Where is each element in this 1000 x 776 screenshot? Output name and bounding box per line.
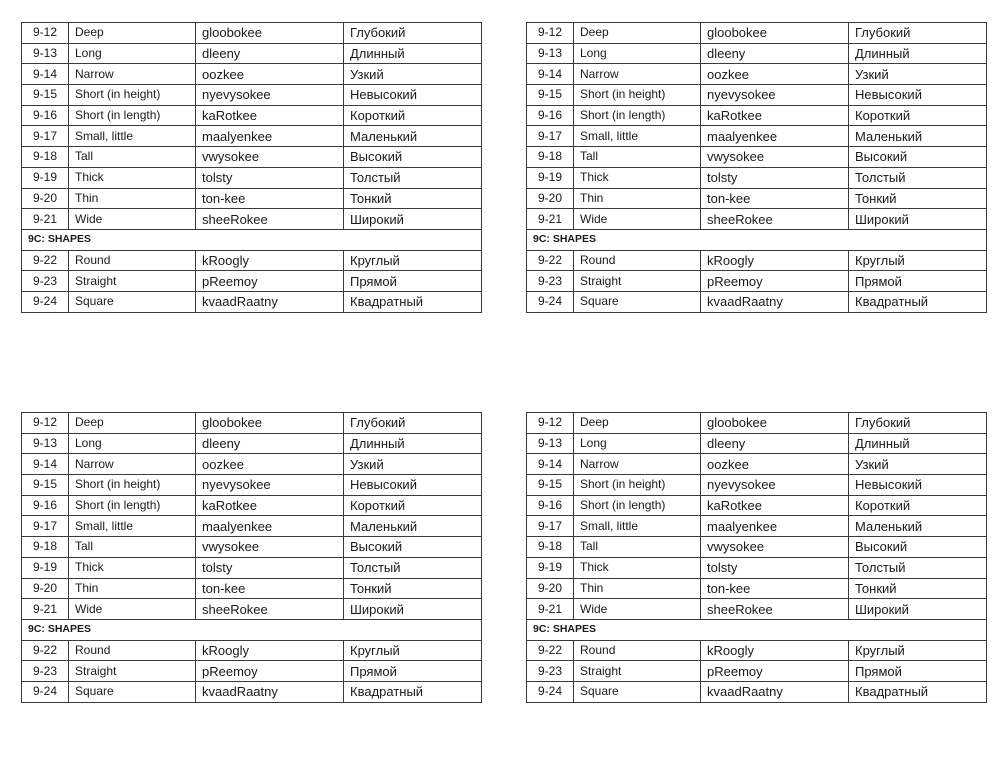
transliteration: ton-kee	[196, 188, 344, 209]
english-word: Thick	[69, 167, 196, 188]
entry-number: 9-12	[527, 23, 574, 44]
transliteration: vwysokee	[701, 147, 849, 168]
english-word: Long	[574, 433, 701, 454]
entry-number: 9-17	[527, 516, 574, 537]
transliteration: gloobokee	[701, 23, 849, 44]
table-row	[527, 454, 987, 475]
section-title: 9C: SHAPES	[527, 229, 987, 250]
table-row	[527, 85, 987, 106]
russian-word: Толстый	[849, 557, 987, 578]
entry-number: 9-23	[527, 661, 574, 682]
entry-number: 9-21	[527, 599, 574, 620]
russian-word: Тонкий	[849, 578, 987, 599]
english-word: Square	[574, 681, 701, 702]
entry-number: 9-22	[22, 250, 69, 271]
english-word: Straight	[69, 271, 196, 292]
english-word: Thick	[574, 167, 701, 188]
table-row	[527, 640, 987, 661]
table-row	[527, 433, 987, 454]
english-word: Round	[574, 640, 701, 661]
table-row	[22, 557, 482, 578]
english-word: Round	[69, 640, 196, 661]
transliteration: gloobokee	[196, 413, 344, 434]
english-word: Thin	[574, 188, 701, 209]
entry-number: 9-18	[527, 537, 574, 558]
entry-number: 9-21	[22, 209, 69, 230]
russian-word: Толстый	[849, 167, 987, 188]
table-row	[527, 23, 987, 44]
entry-number: 9-24	[527, 291, 574, 312]
table-row	[22, 43, 482, 64]
english-word: Thin	[69, 188, 196, 209]
transliteration: pReemoy	[701, 271, 849, 292]
english-word: Narrow	[574, 64, 701, 85]
transliteration: kaRotkee	[196, 495, 344, 516]
russian-word: Маленький	[344, 516, 482, 537]
vocab-table-top-right	[526, 22, 987, 313]
section-header-row	[527, 229, 987, 250]
russian-word: Короткий	[344, 495, 482, 516]
english-word: Wide	[574, 599, 701, 620]
entry-number: 9-23	[22, 661, 69, 682]
entry-number: 9-15	[527, 475, 574, 496]
table-row	[22, 188, 482, 209]
transliteration: vwysokee	[196, 147, 344, 168]
entry-number: 9-12	[22, 413, 69, 434]
transliteration: tolsty	[701, 557, 849, 578]
transliteration: sheeRokee	[701, 599, 849, 620]
transliteration: kvaadRaatny	[196, 681, 344, 702]
table-row	[527, 167, 987, 188]
transliteration: kvaadRaatny	[196, 291, 344, 312]
entry-number: 9-14	[22, 454, 69, 475]
transliteration: maalyenkee	[196, 126, 344, 147]
russian-word: Толстый	[344, 557, 482, 578]
russian-word: Толстый	[344, 167, 482, 188]
english-word: Short (in length)	[574, 105, 701, 126]
russian-word: Квадратный	[849, 681, 987, 702]
table-row	[527, 64, 987, 85]
english-word: Deep	[574, 23, 701, 44]
english-word: Tall	[69, 537, 196, 558]
russian-word: Круглый	[849, 640, 987, 661]
english-word: Short (in length)	[69, 495, 196, 516]
transliteration: dleeny	[701, 433, 849, 454]
english-word: Tall	[69, 147, 196, 168]
russian-word: Глубокий	[849, 413, 987, 434]
entry-number: 9-15	[527, 85, 574, 106]
english-word: Short (in height)	[574, 85, 701, 106]
table-row	[22, 661, 482, 682]
table-row	[22, 578, 482, 599]
transliteration: sheeRokee	[701, 209, 849, 230]
transliteration: dleeny	[196, 433, 344, 454]
transliteration: vwysokee	[196, 537, 344, 558]
transliteration: pReemoy	[701, 661, 849, 682]
russian-word: Длинный	[344, 43, 482, 64]
english-word: Straight	[574, 271, 701, 292]
section-title: 9C: SHAPES	[22, 229, 482, 250]
table-row	[527, 126, 987, 147]
russian-word: Тонкий	[344, 188, 482, 209]
russian-word: Невысокий	[849, 85, 987, 106]
transliteration: maalyenkee	[196, 516, 344, 537]
russian-word: Квадратный	[344, 681, 482, 702]
table-row	[527, 681, 987, 702]
transliteration: kvaadRaatny	[701, 291, 849, 312]
transliteration: kaRotkee	[196, 105, 344, 126]
russian-word: Высокий	[849, 537, 987, 558]
russian-word: Длинный	[849, 43, 987, 64]
entry-number: 9-23	[527, 271, 574, 292]
russian-word: Невысокий	[344, 85, 482, 106]
entry-number: 9-20	[527, 188, 574, 209]
english-word: Narrow	[69, 64, 196, 85]
transliteration: oozkee	[701, 454, 849, 475]
russian-word: Широкий	[344, 599, 482, 620]
entry-number: 9-22	[527, 250, 574, 271]
transliteration: maalyenkee	[701, 516, 849, 537]
transliteration: oozkee	[196, 64, 344, 85]
table-row	[527, 250, 987, 271]
english-word: Small, little	[69, 516, 196, 537]
table-row	[22, 85, 482, 106]
table-row	[527, 599, 987, 620]
table-row	[22, 475, 482, 496]
english-word: Thick	[574, 557, 701, 578]
entry-number: 9-12	[527, 413, 574, 434]
table-row	[22, 640, 482, 661]
transliteration: nyevysokee	[196, 475, 344, 496]
table-row	[527, 188, 987, 209]
table-row	[527, 271, 987, 292]
table-row	[22, 209, 482, 230]
russian-word: Короткий	[344, 105, 482, 126]
russian-word: Длинный	[849, 433, 987, 454]
russian-word: Прямой	[849, 661, 987, 682]
transliteration: kRoogly	[196, 250, 344, 271]
table-row	[527, 557, 987, 578]
table-row	[527, 495, 987, 516]
transliteration: kRoogly	[701, 250, 849, 271]
vocab-table-top-left	[21, 22, 482, 313]
transliteration: ton-kee	[701, 188, 849, 209]
entry-number: 9-14	[22, 64, 69, 85]
russian-word: Круглый	[849, 250, 987, 271]
entry-number: 9-17	[527, 126, 574, 147]
table-row	[22, 413, 482, 434]
transliteration: kRoogly	[701, 640, 849, 661]
russian-word: Квадратный	[344, 291, 482, 312]
russian-word: Короткий	[849, 495, 987, 516]
transliteration: ton-kee	[701, 578, 849, 599]
russian-word: Круглый	[344, 640, 482, 661]
transliteration: dleeny	[196, 43, 344, 64]
entry-number: 9-17	[22, 126, 69, 147]
table-row	[527, 147, 987, 168]
vocab-table-bottom-right	[526, 412, 987, 703]
english-word: Short (in height)	[69, 85, 196, 106]
russian-word: Прямой	[344, 661, 482, 682]
entry-number: 9-21	[527, 209, 574, 230]
russian-word: Маленький	[344, 126, 482, 147]
english-word: Straight	[574, 661, 701, 682]
transliteration: oozkee	[701, 64, 849, 85]
section-title: 9C: SHAPES	[22, 619, 482, 640]
english-word: Narrow	[574, 454, 701, 475]
transliteration: kaRotkee	[701, 105, 849, 126]
entry-number: 9-18	[22, 147, 69, 168]
table-row	[527, 661, 987, 682]
table-row	[22, 537, 482, 558]
entry-number: 9-18	[22, 537, 69, 558]
english-word: Deep	[574, 413, 701, 434]
russian-word: Высокий	[849, 147, 987, 168]
english-word: Wide	[69, 599, 196, 620]
table-row	[22, 291, 482, 312]
entry-number: 9-22	[22, 640, 69, 661]
entry-number: 9-19	[527, 557, 574, 578]
entry-number: 9-19	[22, 167, 69, 188]
table-row	[22, 250, 482, 271]
transliteration: tolsty	[701, 167, 849, 188]
russian-word: Широкий	[849, 599, 987, 620]
russian-word: Глубокий	[344, 413, 482, 434]
entry-number: 9-21	[22, 599, 69, 620]
entry-number: 9-16	[527, 105, 574, 126]
english-word: Square	[574, 291, 701, 312]
english-word: Straight	[69, 661, 196, 682]
table-row	[22, 271, 482, 292]
russian-word: Узкий	[344, 454, 482, 475]
section-header-row	[22, 229, 482, 250]
english-word: Round	[69, 250, 196, 271]
entry-number: 9-20	[22, 188, 69, 209]
english-word: Long	[69, 43, 196, 64]
table-row	[22, 105, 482, 126]
russian-word: Широкий	[344, 209, 482, 230]
transliteration: tolsty	[196, 557, 344, 578]
entry-number: 9-13	[22, 43, 69, 64]
table-row	[527, 291, 987, 312]
transliteration: nyevysokee	[701, 475, 849, 496]
table-row	[527, 209, 987, 230]
entry-number: 9-18	[527, 147, 574, 168]
transliteration: dleeny	[701, 43, 849, 64]
english-word: Tall	[574, 147, 701, 168]
table-row	[527, 516, 987, 537]
english-word: Square	[69, 291, 196, 312]
table-row	[22, 454, 482, 475]
table-row	[22, 64, 482, 85]
transliteration: oozkee	[196, 454, 344, 475]
table-row	[22, 167, 482, 188]
entry-number: 9-23	[22, 271, 69, 292]
russian-word: Глубокий	[849, 23, 987, 44]
table-row	[527, 578, 987, 599]
transliteration: gloobokee	[196, 23, 344, 44]
table-row	[527, 43, 987, 64]
table-row	[22, 495, 482, 516]
entry-number: 9-13	[527, 43, 574, 64]
russian-word: Узкий	[849, 454, 987, 475]
table-row	[22, 516, 482, 537]
english-word: Thick	[69, 557, 196, 578]
english-word: Small, little	[69, 126, 196, 147]
english-word: Thin	[69, 578, 196, 599]
entry-number: 9-24	[527, 681, 574, 702]
english-word: Short (in height)	[69, 475, 196, 496]
entry-number: 9-19	[527, 167, 574, 188]
english-word: Tall	[574, 537, 701, 558]
table-row	[22, 126, 482, 147]
table-row	[527, 105, 987, 126]
table-row	[527, 537, 987, 558]
entry-number: 9-24	[22, 291, 69, 312]
russian-word: Широкий	[849, 209, 987, 230]
russian-word: Круглый	[344, 250, 482, 271]
english-word: Square	[69, 681, 196, 702]
english-word: Round	[574, 250, 701, 271]
entry-number: 9-15	[22, 475, 69, 496]
russian-word: Узкий	[849, 64, 987, 85]
english-word: Short (in length)	[69, 105, 196, 126]
transliteration: pReemoy	[196, 661, 344, 682]
russian-word: Глубокий	[344, 23, 482, 44]
entry-number: 9-13	[22, 433, 69, 454]
english-word: Thin	[574, 578, 701, 599]
transliteration: nyevysokee	[701, 85, 849, 106]
table-row	[22, 599, 482, 620]
entry-number: 9-20	[22, 578, 69, 599]
transliteration: kvaadRaatny	[701, 681, 849, 702]
russian-word: Квадратный	[849, 291, 987, 312]
russian-word: Узкий	[344, 64, 482, 85]
entry-number: 9-16	[22, 105, 69, 126]
english-word: Small, little	[574, 126, 701, 147]
section-title: 9C: SHAPES	[527, 619, 987, 640]
entry-number: 9-12	[22, 23, 69, 44]
russian-word: Невысокий	[849, 475, 987, 496]
table-row	[527, 413, 987, 434]
table-row	[527, 475, 987, 496]
english-word: Deep	[69, 23, 196, 44]
entry-number: 9-24	[22, 681, 69, 702]
russian-word: Прямой	[344, 271, 482, 292]
transliteration: nyevysokee	[196, 85, 344, 106]
russian-word: Маленький	[849, 126, 987, 147]
vocab-table-bottom-left	[21, 412, 482, 703]
transliteration: vwysokee	[701, 537, 849, 558]
table-row	[22, 23, 482, 44]
transliteration: kRoogly	[196, 640, 344, 661]
entry-number: 9-13	[527, 433, 574, 454]
russian-word: Тонкий	[849, 188, 987, 209]
russian-word: Короткий	[849, 105, 987, 126]
table-row	[22, 433, 482, 454]
transliteration: maalyenkee	[701, 126, 849, 147]
transliteration: ton-kee	[196, 578, 344, 599]
russian-word: Невысокий	[344, 475, 482, 496]
entry-number: 9-14	[527, 454, 574, 475]
russian-word: Высокий	[344, 147, 482, 168]
russian-word: Тонкий	[344, 578, 482, 599]
english-word: Short (in length)	[574, 495, 701, 516]
entry-number: 9-20	[527, 578, 574, 599]
english-word: Long	[574, 43, 701, 64]
english-word: Deep	[69, 413, 196, 434]
entry-number: 9-16	[22, 495, 69, 516]
english-word: Wide	[574, 209, 701, 230]
entry-number: 9-19	[22, 557, 69, 578]
english-word: Wide	[69, 209, 196, 230]
russian-word: Маленький	[849, 516, 987, 537]
transliteration: pReemoy	[196, 271, 344, 292]
entry-number: 9-17	[22, 516, 69, 537]
entry-number: 9-14	[527, 64, 574, 85]
english-word: Short (in height)	[574, 475, 701, 496]
entry-number: 9-22	[527, 640, 574, 661]
russian-word: Длинный	[344, 433, 482, 454]
english-word: Narrow	[69, 454, 196, 475]
english-word: Long	[69, 433, 196, 454]
entry-number: 9-16	[527, 495, 574, 516]
transliteration: sheeRokee	[196, 599, 344, 620]
russian-word: Высокий	[344, 537, 482, 558]
entry-number: 9-15	[22, 85, 69, 106]
section-header-row	[527, 619, 987, 640]
transliteration: sheeRokee	[196, 209, 344, 230]
transliteration: gloobokee	[701, 413, 849, 434]
section-header-row	[22, 619, 482, 640]
english-word: Small, little	[574, 516, 701, 537]
transliteration: tolsty	[196, 167, 344, 188]
table-row	[22, 147, 482, 168]
russian-word: Прямой	[849, 271, 987, 292]
transliteration: kaRotkee	[701, 495, 849, 516]
table-row	[22, 681, 482, 702]
